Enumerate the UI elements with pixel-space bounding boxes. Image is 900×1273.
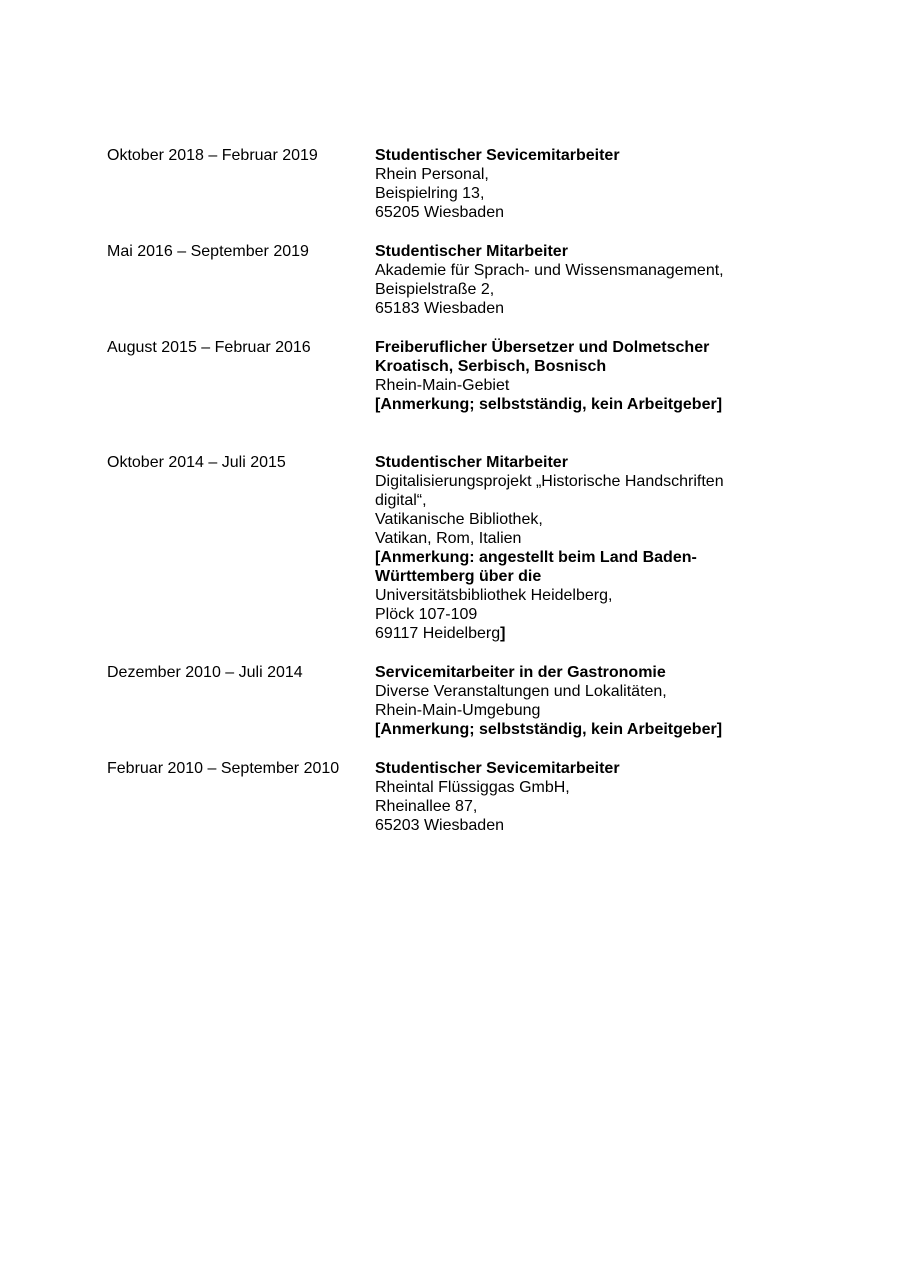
entry-date: Februar 2010 – September 2010 xyxy=(107,760,340,777)
entry-line xyxy=(375,624,795,643)
entry-line: Rhein-Main-Gebiet xyxy=(375,377,510,394)
entry-line: Rhein Personal, xyxy=(375,166,489,183)
entry-date: August 2015 – Februar 2016 xyxy=(107,339,311,356)
entry-line: Diverse Veranstaltungen und Lokalitäten, xyxy=(375,683,667,700)
entry-line: digital“, xyxy=(375,492,427,509)
entry-line: 65205 Wiesbaden xyxy=(375,204,504,221)
entry-line: Vatikanische Bibliothek, xyxy=(375,511,543,528)
entry-title: Studentischer Mitarbeiter xyxy=(375,243,568,260)
entry-details xyxy=(375,453,795,643)
entry-date: Oktober 2018 – Februar 2019 xyxy=(107,147,318,164)
entry-line: Plöck 107-109 xyxy=(375,606,478,623)
entry-line: Rhein-Main-Umgebung xyxy=(375,702,541,719)
entry-details xyxy=(375,663,795,739)
entry-note: [Anmerkung: angestellt beim Land Baden- xyxy=(375,549,697,566)
entry-date: Mai 2016 – September 2019 xyxy=(107,243,309,260)
entry-line: Rheinallee 87, xyxy=(375,798,478,815)
entry-title: Servicemitarbeiter in der Gastronomie xyxy=(375,664,666,681)
entry-line: Vatikan, Rom, Italien xyxy=(375,530,522,547)
entry-details xyxy=(375,146,795,222)
closing-bracket: ] xyxy=(500,625,506,642)
entry-title: Studentischer Sevicemitarbeiter xyxy=(375,147,620,164)
entry-details xyxy=(375,759,795,835)
entry-line: Kroatisch, Serbisch, Bosnisch xyxy=(375,358,607,375)
entry-line: Universitätsbibliothek Heidelberg, xyxy=(375,587,613,604)
entry-note: Württemberg über die xyxy=(375,568,542,585)
entry-title: Studentischer Mitarbeiter xyxy=(375,454,568,471)
entry-note: [Anmerkung; selbstständig, kein Arbeitgeber] xyxy=(375,396,723,413)
entry-date: Oktober 2014 – Juli 2015 xyxy=(107,454,286,471)
entry-note: [Anmerkung; selbstständig, kein Arbeitgeber] xyxy=(375,721,723,738)
entry-line: Rheintal Flüssiggas GmbH, xyxy=(375,779,570,796)
entry-line: Digitalisierungsprojekt „Historische Handschriften xyxy=(375,473,724,490)
entry-line-text: 69117 Heidelberg xyxy=(375,625,501,642)
entry-line: Akademie für Sprach- und Wissensmanagement, xyxy=(375,262,724,279)
entry-title: Studentischer Sevicemitarbeiter xyxy=(375,760,620,777)
entry-date: Dezember 2010 – Juli 2014 xyxy=(107,664,303,681)
entry-line: Beispielstraße 2, xyxy=(375,281,495,298)
entry-details xyxy=(375,338,795,414)
entry-details xyxy=(375,242,795,318)
entry-line: 65183 Wiesbaden xyxy=(375,300,504,317)
entry-title: Freiberuflicher Übersetzer und Dolmetscher xyxy=(375,339,710,356)
entry-line: 65203 Wiesbaden xyxy=(375,817,504,834)
entry-line: Beispielring 13, xyxy=(375,185,485,202)
